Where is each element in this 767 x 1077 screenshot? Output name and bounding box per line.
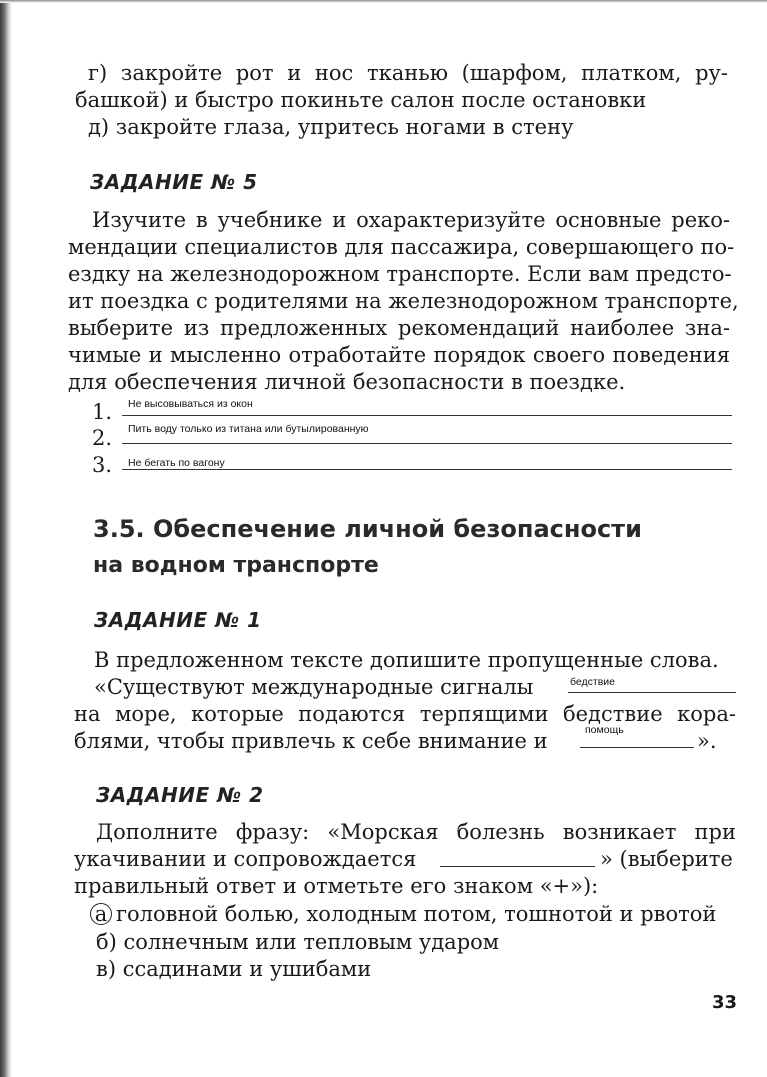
answer-text[interactable]: Не бегать по вагону [128,457,225,469]
task2-line2-start: укачивании и сопровождается [74,847,417,871]
answer-line [122,415,732,416]
task1-line3-end: ». [697,729,717,753]
task5-line: выберите из предложенных рекомендаций наиболее зна- [68,316,730,340]
task5-line: для обеспечения личной безопасности в поездке. [68,370,626,394]
task1-heading: ЗАДАНИЕ № 1 [94,608,262,632]
page-number: 33 [711,992,737,1013]
task5-line: ит поездка с родителями на железнодорожном транспорте, [68,289,739,313]
task1-line2: на море, которые подаются терпящими бедствие кора- [74,702,736,726]
option-g-line2: башкой) и быстро покиньте салон после остановки [75,88,647,112]
answer-text[interactable]: Пить воду только из титана или бутылированную [128,423,369,435]
task5-heading: ЗАДАНИЕ № 5 [90,170,258,194]
option-marker: в) [96,957,117,981]
option-text: ссадинами и ушибами [122,957,372,981]
task2-heading: ЗАДАНИЕ № 2 [96,783,264,807]
book-spine-shadow [0,0,12,1077]
task2-line3: правильный ответ и отметьте его знаком «+»): [74,874,599,898]
task5-line: мендации специалистов для пассажира, совершающего по- [68,235,735,259]
fill-in-blank [568,692,736,693]
option-d: д) закройте глаза, упритесь ногами в стену [88,115,574,139]
answer-number: 1. [92,400,113,424]
option-g-line1: г) закройте рот и нос тканью (шарфом, платком, ру- [88,61,728,85]
answer-line [122,443,732,444]
section-title-line1: 3.5. Обеспечение личной безопасности [93,515,642,543]
option-marker: б) [96,930,117,954]
task5-line: Изучите в учебнике и охарактеризуйте основные реко- [92,208,730,232]
task1-line1: «Существуют международные сигналы [94,675,534,699]
task2-option-c[interactable] [96,956,371,982]
option-text: солнечным или тепловым ударом [123,930,500,954]
task5-line: чимые и мысленно отработайте порядок своего поведения [68,343,730,367]
task5-line: ездку на железнодорожном транспорте. Если вам предсто- [68,262,732,286]
answer-text[interactable]: Не высовываться из окон [128,398,253,410]
task1-instruction: В предложенном тексте допишите пропущенные слова. [94,648,719,672]
task1-line3: блями, чтобы привлечь к себе внимание и [74,729,548,753]
section-title-line2: на водном транспорте [93,553,379,578]
page-top-edge [0,0,767,3]
fill-in-blank [440,866,595,867]
task2-line2-end: » (выберите [600,847,733,871]
option-text: головной болью, холодным потом, тошнотой и рвотой [116,902,717,926]
answer-line [122,469,732,470]
answer-number: 3. [92,453,113,477]
task2-option-a[interactable] [90,901,716,927]
task2-line1: Дополните фразу: «Морская болезнь возникает при [96,820,736,844]
task1-answer1[interactable]: бедствие [570,676,615,688]
option-marker-circled: а [90,903,112,925]
task2-option-b[interactable] [96,929,499,955]
answer-number: 2. [92,426,113,450]
task1-answer2[interactable]: помощь [585,724,624,736]
fill-in-blank [580,747,694,748]
